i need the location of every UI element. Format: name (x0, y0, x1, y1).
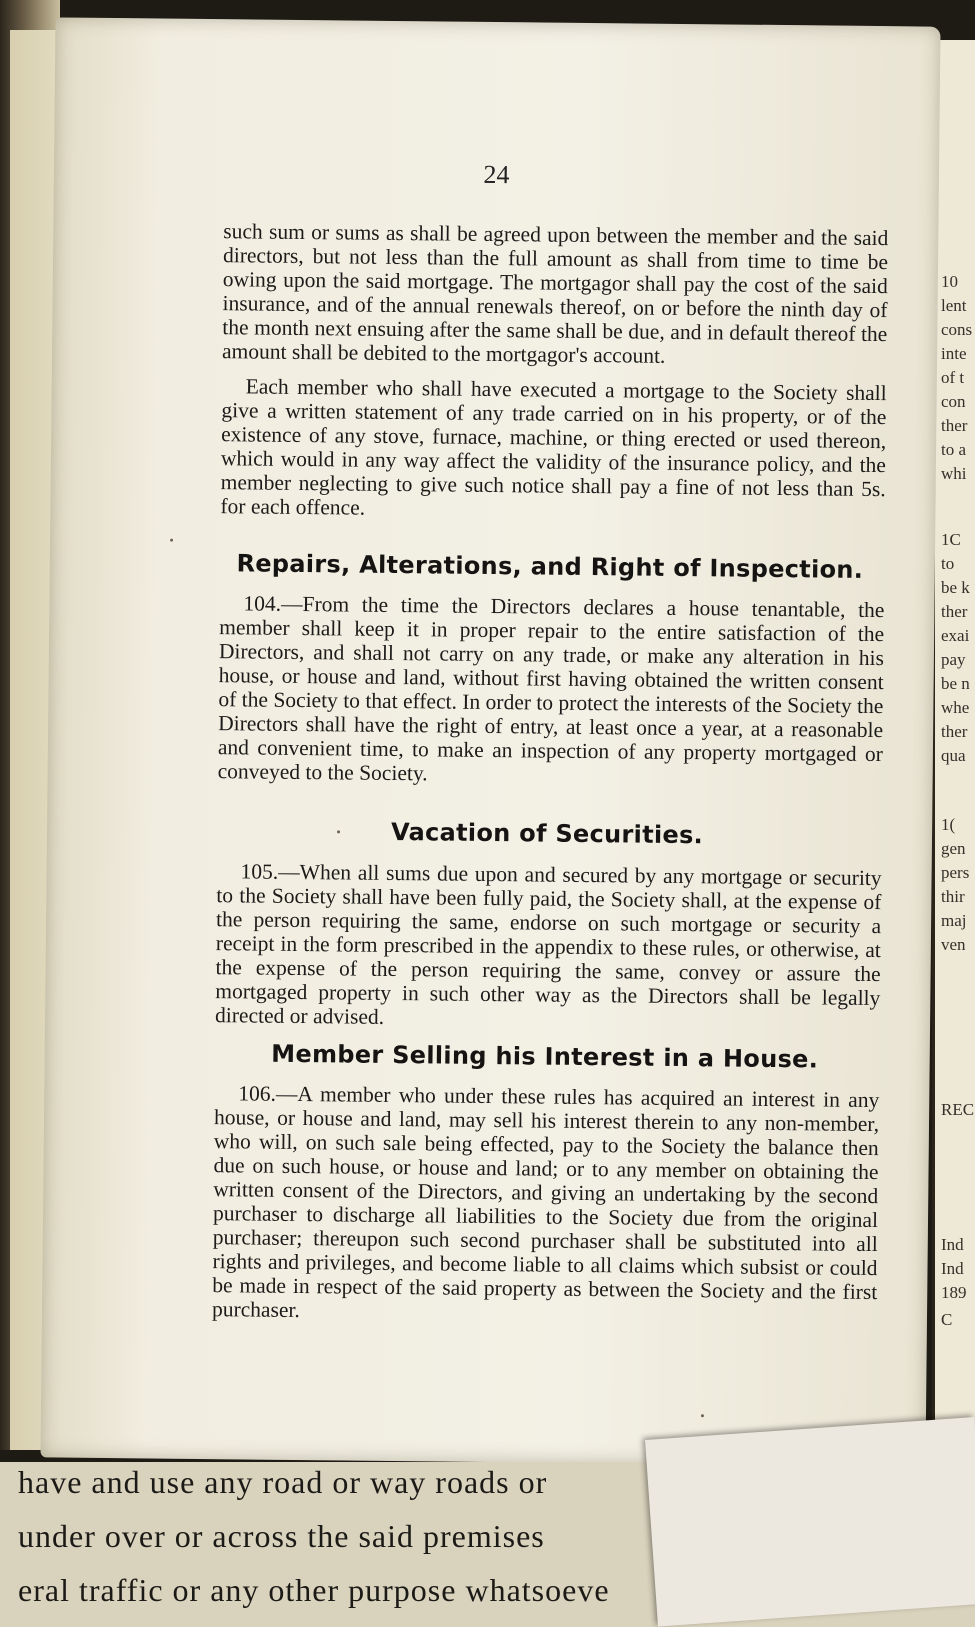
facing-page-fragment: whi (941, 464, 967, 483)
facing-page-fragment: Ind (941, 1259, 964, 1278)
paper-speck (337, 830, 340, 833)
underlying-document-line: have and use any road or way roads or (18, 1464, 548, 1500)
heading-member-selling: Member Selling his Interest in a House. (271, 1039, 819, 1074)
facing-page-fragment: lent (941, 296, 967, 315)
facing-page-strip (932, 40, 975, 1440)
facing-page-fragment: exai (941, 626, 970, 645)
facing-page-fragment: pers (941, 863, 970, 882)
paragraph-insurance-amount: such sum or sums as shall be agreed upon between the member and the said directors, but not less than the full amount as shall from time to time be owing upon the said mortgage. The mortgagor shall pay the cost of the said insurance, and of the annual renewals thereof, on or before the ninth day of the month next ensuing after the same shall be due, and in default thereof the amount shall be debited to the mortgagor's account. (221, 219, 889, 368)
facing-page-fragment: 1C (941, 530, 961, 549)
facing-page-fragment: pay (941, 650, 966, 669)
facing-page-fragment: Ind (941, 1235, 964, 1254)
facing-page-fragment: C (941, 1310, 953, 1329)
facing-page-fragment: to (941, 554, 955, 573)
facing-page-fragment: of t (941, 368, 965, 387)
facing-page-fragment: con (941, 392, 966, 411)
facing-page-fragment: ther (941, 722, 968, 741)
paper-speck (701, 1414, 704, 1417)
rule-105-text: 105.—When all sums due upon and secured by any mortgage or security to the Society shall have been fully paid, the Society shall, at the expense of the person requiring the same, endorse on such mortgage or security a receipt in the form prescribed in the appendix to these rules, or otherwise, at the expense of the person requiring the same, convey or assure the mortgaged property in such other way as the Directors shall be legally directed or advised. (214, 859, 882, 1029)
rule-104-text: 104.—From the time the Directors declares a house tenantable, the member shall keep it in proper repair to the entire satisfaction of the Directors, and shall not carry on any trade, or make any alteration in his house, or house and land, without first having obtained the written consent of the Society to that effect. In order to protect the interests of the Society the Directors shall have the right of entry, at least once a year, at a reasonable and convenient time, to make an inspection of any property mortgaged or conveyed to the Society. (217, 591, 885, 786)
facing-page-fragment: ven (941, 935, 966, 954)
facing-page-fragment: gen (941, 839, 966, 858)
facing-page-fragment: qua (941, 746, 966, 765)
facing-page-fragment: cons (941, 320, 973, 339)
facing-page-fragment: maj (941, 911, 967, 930)
overlapping-card (645, 1417, 975, 1627)
facing-page-fragment: whe (941, 698, 970, 717)
rule-106-text: 106.—A member who under these rules has acquired an interest in any house, or house and land, may sell his interest therein to any non-member, who will, on such sale being effected, pay to the Society the balance then due on such house, or house and land; or to any member on obtaining the written consent of the Directors, and giving an undertaking by the second purchaser to discharge all liabilities to the Society due from the original purchaser; thereupon such second purchaser shall be substituted into all rights and privileges, and become liable to all claims which subsist or could be made in respect of the said property as between the Society and the first purchaser. (211, 1081, 880, 1323)
facing-page-fragment: REC (941, 1100, 975, 1119)
underlying-document-line: eral traffic or any other purpose whatsoeve (18, 1572, 610, 1608)
facing-page-fragment: 1( (941, 815, 956, 834)
facing-page-fragment: 10 (941, 272, 958, 291)
facing-page-fragment: be n (941, 674, 970, 693)
facing-page-fragment: be k (941, 578, 970, 597)
underlying-document-line: under over or across the said premises (18, 1518, 545, 1554)
heading-repairs: Repairs, Alterations, and Right of Inspection. (236, 549, 864, 584)
facing-page-fragment: ther (941, 602, 968, 621)
facing-page-fragment: inte (941, 344, 967, 363)
paragraph-trade-statement: Each member who shall have executed a mortgage to the Society shall give a written statement of any trade carried on in his property, or of the existence of any stove, furnace, machine, or thing erected or used thereon, which would in any way affect the validity of the insurance policy, and the member neglecting to give such notice shall pay a fine of not less than 5s. for each offence. (220, 374, 887, 520)
paper-speck (170, 539, 173, 542)
book-page (40, 17, 940, 1466)
heading-vacation-of-securities: Vacation of Securities. (390, 817, 704, 850)
facing-page-fragment: ther (941, 416, 968, 435)
page-number: 24 (483, 159, 510, 190)
facing-page-fragment: to a (941, 440, 967, 459)
facing-page-fragment: thir (941, 887, 965, 906)
facing-page-fragment: 189 (941, 1283, 967, 1302)
